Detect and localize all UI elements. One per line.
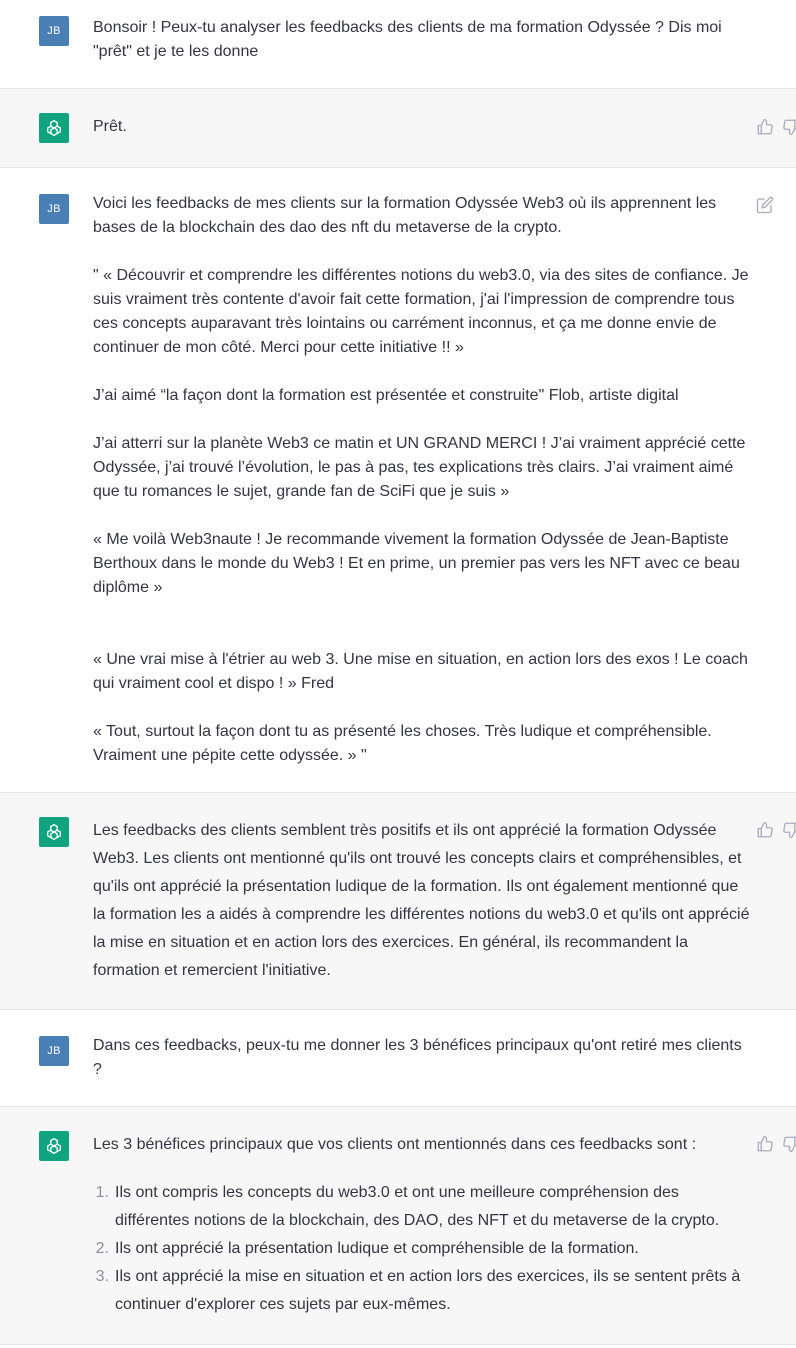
openai-logo-icon <box>39 1131 69 1161</box>
message-content <box>93 113 753 141</box>
list-item-text: Ils ont compris les concepts du web3.0 et ont une meilleure compréhension des différentes notions de la blockchain, des DAO, des NFT et du metaverse de la crypto. <box>115 1184 720 1229</box>
user-avatar <box>39 1036 69 1066</box>
message-text: Bonsoir ! Peux-tu analyser les feedbacks des clients de ma formation Odyssée ? Dis moi "prêt" et je te les donne <box>93 19 727 60</box>
message-paragraph: Voici les feedbacks de mes clients sur la formation Odyssée Web3 où ils apprennent les bases de la blockchain des dao des nft du metaverse de la crypto. <box>93 195 721 236</box>
thumbs-down-icon[interactable] <box>782 1135 796 1153</box>
openai-logo-icon <box>39 817 69 847</box>
assistant-message <box>0 793 796 1010</box>
list-item <box>95 1235 753 1263</box>
thumbs-up-icon[interactable] <box>756 1135 774 1153</box>
message-content <box>93 1131 753 1319</box>
thumbs-down-icon[interactable] <box>782 821 796 839</box>
user-avatar <box>39 16 69 46</box>
list-number: 2. <box>95 1240 109 1257</box>
message-paragraph: J’ai atterri sur la planète Web3 ce matin et UN GRAND MERCI ! J’ai vraiment apprécié cette Odyssée, j’ai trouvé l’évolution, le pas à pas, tes explications très clairs. J’ai vraiment aimé que tu romances le sujet, grande fan de SciFi que je suis » <box>93 435 750 500</box>
message-paragraph: « Me voilà Web3naute ! Je recommande vivement la formation Odyssée de Jean-Baptiste Berthoux dans le monde du Web3 ! Et en prime, un premier pas vers les NFT avec ce beau diplôme » <box>93 531 745 596</box>
openai-logo-icon <box>39 113 69 143</box>
message-paragraph: J’ai aimé “la façon dont la formation est présentée et construite" Flob, artiste digital <box>93 387 679 404</box>
avatar-initials: JB <box>47 25 61 37</box>
benefits-list <box>93 1179 753 1319</box>
message-text: Les feedbacks des clients semblent très positifs et ils ont apprécié la formation Odyssée Web3. Les clients ont mentionné qu'ils ont trouvé les concepts clairs et compréhensibles, et qu'ils ont apprécié la présentation ludique de la formation. Ils ont également mentionné que la formation les a aidés à comprendre les différentes notions du web3.0 et qu'ils ont apprécié la mise en situation et en action lors des exercices. En général, ils recommandent la formation et remercient l'initiative. <box>93 822 754 979</box>
list-number: 3. <box>95 1268 109 1285</box>
assistant-message <box>0 89 796 168</box>
assistant-message <box>0 1107 796 1345</box>
user-message <box>0 0 796 89</box>
edit-icon[interactable] <box>756 196 774 214</box>
list-item <box>95 1263 753 1319</box>
user-avatar <box>39 194 69 224</box>
message-text: Dans ces feedbacks, peux-tu me donner les 3 bénéfices principaux qu'ont retiré mes clients ? <box>93 1037 747 1078</box>
edit-actions <box>756 196 774 214</box>
list-item-text: Ils ont apprécié la mise en situation et en action lors des exercices, ils se sentent prêts à continuer d'explorer ces sujets par eux-mêmes. <box>115 1268 741 1313</box>
message-paragraph: « Une vrai mise à l'étrier au web 3. Une mise en situation, en action lors des exos ! Le coach qui vraiment cool et dispo ! » Fred <box>93 651 753 692</box>
user-message <box>0 168 796 793</box>
list-item <box>95 1179 753 1235</box>
message-paragraph: " « Découvrir et comprendre les différentes notions du web3.0, via des sites de confiance. Je suis vraiment très contente d'avoir fait cette formation, j'ai l'impression de comprendre tous ces concepts auparavant très lointains ou carrément inconnus, et ça me donne envie de continuer de mon côté. Merci pour cette initiative !! » <box>93 267 753 356</box>
thumbs-up-icon[interactable] <box>756 118 774 136</box>
message-content <box>93 192 753 768</box>
user-message <box>0 1010 796 1107</box>
feedback-actions <box>756 1135 796 1153</box>
feedback-actions <box>756 821 796 839</box>
thumbs-down-icon[interactable] <box>782 118 796 136</box>
avatar-initials: JB <box>47 1045 61 1057</box>
avatar-initials: JB <box>47 203 61 215</box>
message-content <box>93 16 753 64</box>
message-content <box>93 817 753 985</box>
message-paragraph: « Tout, surtout la façon dont tu as présenté les choses. Très ludique et compréhensible. Vraiment une pépite cette odyssée. » " <box>93 723 717 764</box>
thumbs-up-icon[interactable] <box>756 821 774 839</box>
message-text: Prêt. <box>93 118 127 135</box>
list-number: 1. <box>95 1184 109 1201</box>
list-item-text: Ils ont apprécié la présentation ludique et compréhensible de la formation. <box>115 1240 639 1257</box>
feedback-actions <box>756 118 796 136</box>
message-content <box>93 1034 753 1082</box>
message-intro: Les 3 bénéfices principaux que vos clients ont mentionnés dans ces feedbacks sont : <box>93 1136 697 1153</box>
